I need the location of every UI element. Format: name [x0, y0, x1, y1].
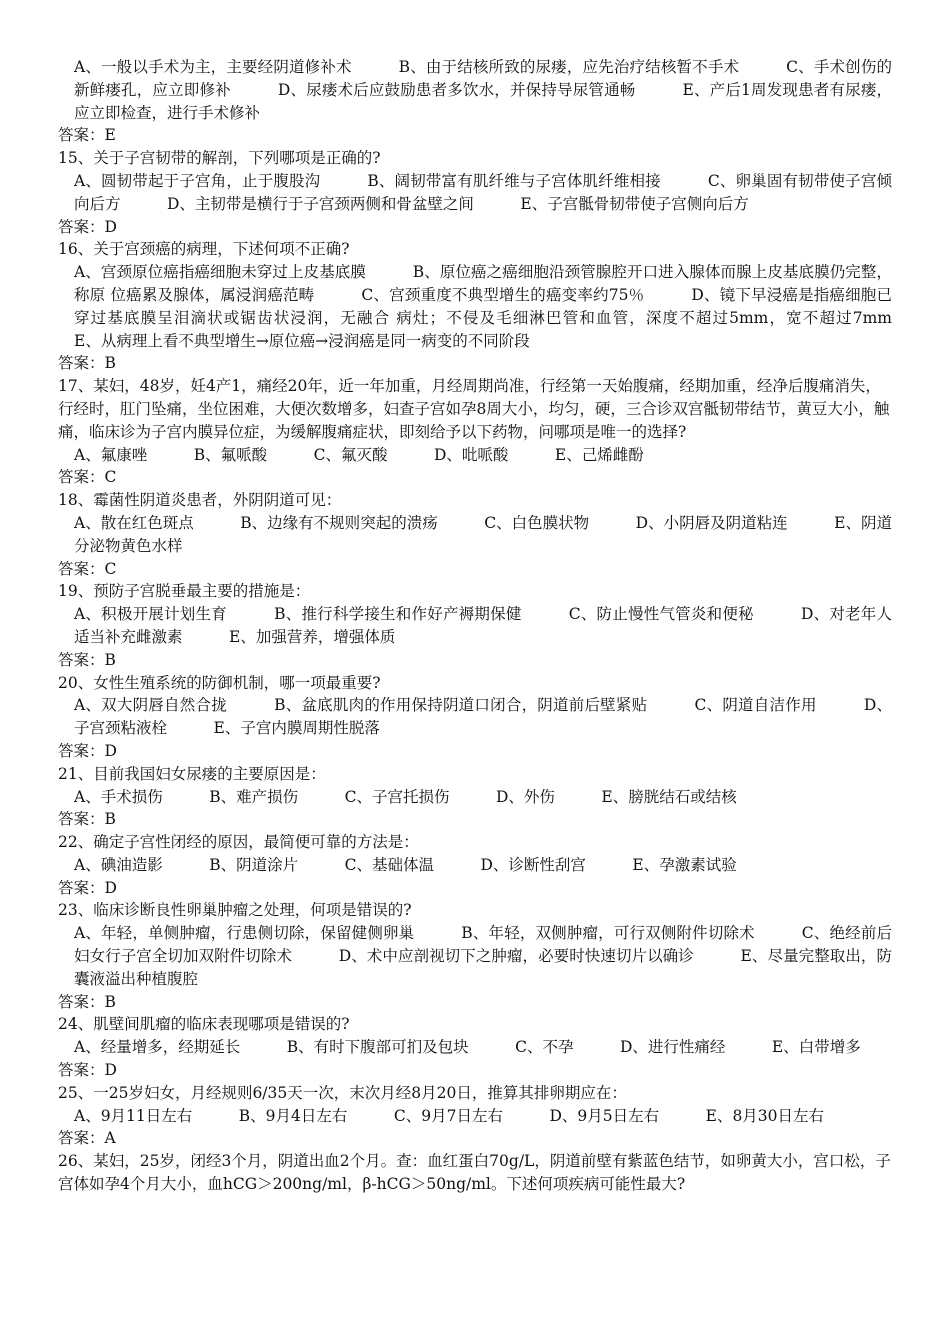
question-20: [58, 672, 892, 763]
question-22: [58, 831, 892, 899]
question-options: A、9月11日左右 B、9月4日左右 C、9月7日左右 D、9月5日左右 E、8月30日左右: [74, 1106, 825, 1125]
question-25: [58, 1082, 892, 1150]
question-stem: 18、霉菌性阴道炎患者，外阴阴道可见：: [58, 491, 342, 510]
question-options: A、氟康唑 B、氟哌酸 C、氟灭酸 D、吡哌酸 E、己烯雌酚: [74, 445, 644, 464]
question-options: A、宫颈原位癌指癌细胞未穿过上皮基底膜 B、原位癌之癌细胞沿颈管腺腔开口进入腺体而腺上皮基底膜仍完整，称原 位癌累及腺体，属浸润癌范畴 C、宫颈重度不典型增生的癌变率约75％ D、镜下早浸癌是指癌细胞已穿过基底膜呈泪滴状或锯齿状浸润，无融合 病灶；不侵及毛细淋巴管和血管，深度不超过5mm，宽不超过7mm E、从病理上看不典型增生→原位癌→浸润癌是同一病变的不同阶段: [74, 263, 939, 350]
question-options: A、一般以手术为主，主要经阴道修补术 B、由于结核所致的尿瘘，应先治疗结核暂不手术 C、手术创伤的新鲜瘘孔，应立即修补 D、尿瘘术后应鼓励患者多饮水，并保持导尿管通畅 E、产后1周发现患者有尿瘘，应立即检查，进行手术修补: [74, 58, 892, 122]
question-options: A、经量增多，经期延长 B、有时下腹部可扪及包块 C、不孕 D、进行性痛经 E、白带增多: [74, 1038, 861, 1057]
question-stem: 17、某妇，48岁，妊4产1，痛经20年，近一年加重，月经周期尚准，行经第一天始腹痛，经期加重，经净后腹痛消失，行经时，肛门坠痛，坐位困难，大便次数增多，妇查子宫如孕8周大小，均匀，硬，三合诊双宫骶韧带结节，黄豆大小，触痛，临床诊为子宫内膜异位症，为缓解腹痛症状，即刻给予以下药物，问哪项是唯一的选择?: [58, 377, 890, 441]
question-stem: 19、预防子宫脱垂最主要的措施是：: [58, 582, 311, 601]
question-stem: 23、临床诊断良性卵巢肿瘤之处理，何项是错误的?: [58, 901, 412, 920]
answer: 答案：D: [58, 217, 117, 236]
question-16: [58, 238, 939, 375]
question-options: A、圆韧带起于子宫角，止于腹股沟 B、阔韧带富有肌纤维与子宫体肌纤维相接 C、卵巢固有韧带使子宫倾向后方 D、主韧带是横行于子宫颈两侧和骨盆壁之间 E、子宫骶骨韧带使子宫侧向后方: [74, 171, 892, 213]
answer: 答案：D: [58, 878, 117, 897]
answer: 答案：B: [58, 354, 116, 373]
question-26: [58, 1150, 892, 1196]
question-17: [58, 375, 892, 489]
question-stem: 20、女性生殖系统的防御机制，哪一项最重要?: [58, 673, 381, 692]
question-stem: 25、一25岁妇女，月经规则6/35天一次，末次月经8月20日，推算其排卵期应在：: [58, 1083, 627, 1102]
answer: 答案：E: [58, 126, 116, 145]
question-stem: 15、关于子宫韧带的解剖，下列哪项是正确的?: [58, 149, 381, 168]
question-stem: 24、肌壁间肌瘤的临床表现哪项是错误的?: [58, 1015, 350, 1034]
question-21: [58, 763, 892, 831]
question-stem: 21、目前我国妇女尿瘘的主要原因是：: [58, 764, 326, 783]
answer: 答案：B: [58, 650, 116, 669]
question-options: A、手术损伤 B、难产损伤 C、子宫托损伤 D、外伤 E、膀胱结石或结核: [74, 787, 737, 806]
question-23: [58, 899, 892, 1013]
question-options: A、年轻，单侧肿瘤，行患侧切除，保留健侧卵巢 B、年轻，双侧肿瘤，可行双侧附件切除术 C、绝经前后妇女行子宫全切加双附件切除术 D、术中应剖视切下之肿瘤，必要时快速切片以确诊 E、尽量完整取出，防囊液溢出种植腹腔: [74, 924, 892, 988]
answer: 答案：C: [58, 468, 117, 487]
question-14: [58, 56, 892, 147]
question-options: A、碘油造影 B、阴道涂片 C、基础体温 D、诊断性刮宫 E、孕激素试验: [74, 855, 737, 874]
answer: 答案：D: [58, 741, 117, 760]
question-19: [58, 580, 892, 671]
answer: 答案：B: [58, 992, 116, 1011]
answer: 答案：C: [58, 559, 117, 578]
question-stem: 16、关于宫颈癌的病理，下述何项不正确?: [58, 240, 350, 259]
question-options: A、积极开展计划生育 B、推行科学接生和作好产褥期保健 C、防止慢性气管炎和便秘 D、对老年人适当补充雌激素 E、加强营养，增强体质: [74, 605, 892, 646]
answer: 答案：B: [58, 810, 116, 829]
answer: 答案：A: [58, 1129, 116, 1148]
question-24: [58, 1013, 892, 1081]
question-options: A、双大阴唇自然合拢 B、盆底肌肉的作用保持阴道口闭合，阴道前后壁紧贴 C、阴道自洁作用 D、子宫颈粘液栓 E、子宫内膜周期性脱落: [74, 696, 892, 738]
question-stem: 22、确定子宫性闭经的原因，最简便可靠的方法是：: [58, 833, 419, 852]
question-15: [58, 147, 892, 238]
question-stem: 26、某妇，25岁，闭经3个月，阴道出血2个月。查：血红蛋白70g/L，阴道前壁有紫蓝色结节，如卵黄大小，宫口松，子宫体如孕4个月大小，血hCG＞200ng/ml，β-hCG＞50ng/ml。下述何项疾病可能性最大?: [58, 1152, 891, 1194]
question-18: [58, 489, 892, 580]
question-options: A、散在红色斑点 B、边缘有不规则突起的溃疡 C、白色膜状物 D、小阴唇及阴道粘连 E、阴道分泌物黄色水样: [74, 513, 892, 555]
answer: 答案：D: [58, 1061, 117, 1080]
